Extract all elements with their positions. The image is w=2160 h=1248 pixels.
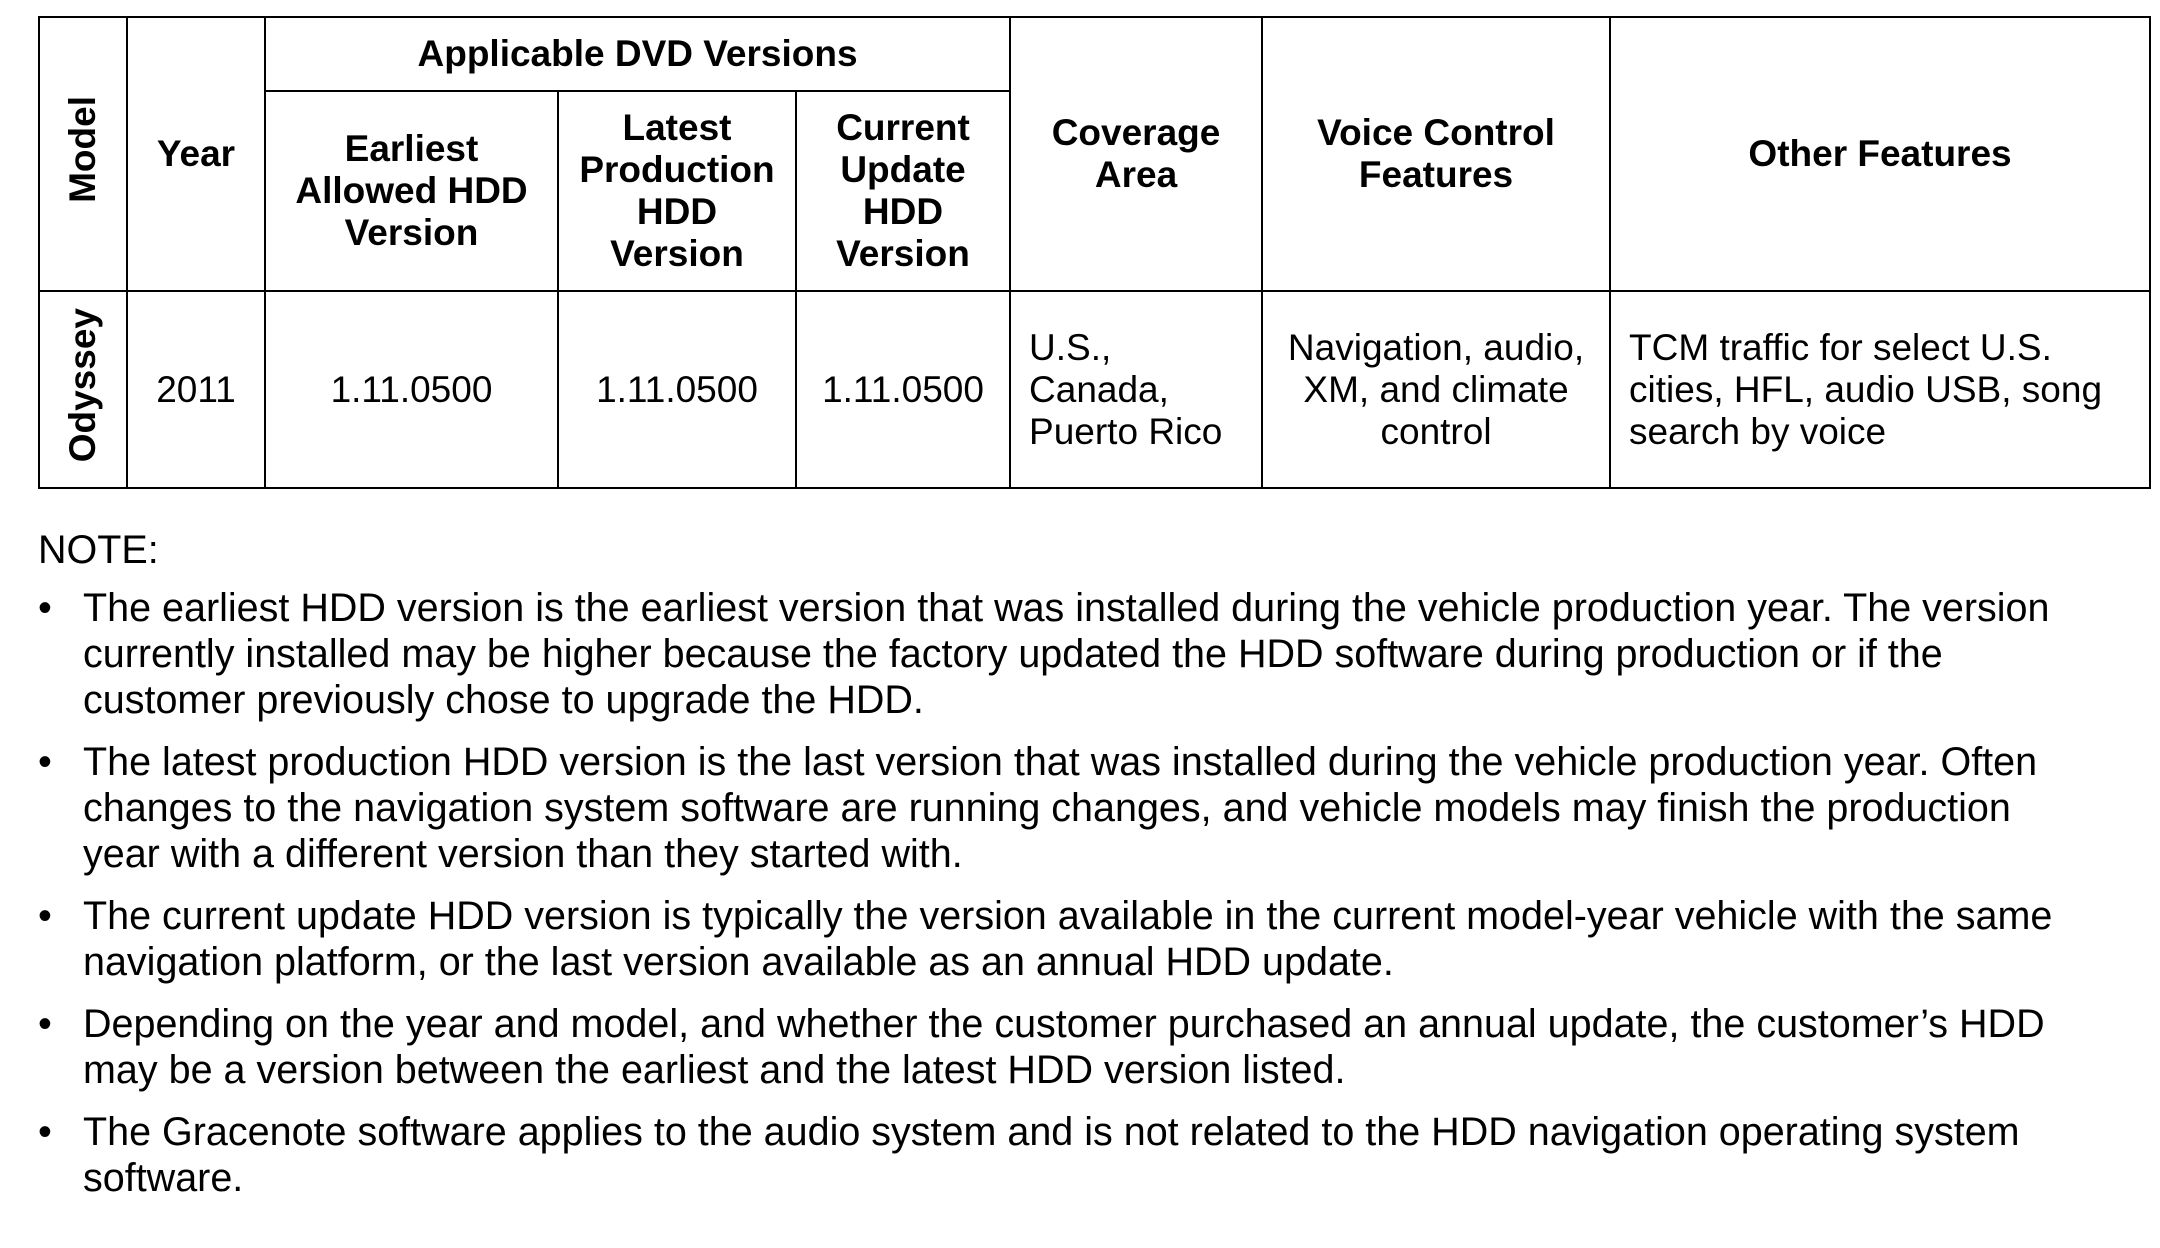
- bullet-icon: •: [38, 1110, 52, 1154]
- list-item: • Depending on the year and model, and whether the customer purchased an annual update, the customer’s HDD may be a version between the earliest and the latest HDD version listed.: [38, 1002, 2045, 1092]
- header-current-version: Current Update HDD Version: [796, 91, 1010, 291]
- table-row: [39, 291, 2150, 488]
- cell-other-features: TCM traffic for select U.S. cities, HFL, audio USB, song search by voice: [1610, 291, 2150, 488]
- header-other-features: Other Features: [1610, 17, 2150, 291]
- cell-model: Odyssey: [39, 291, 127, 488]
- list-item: • The earliest HDD version is the earliest version that was installed during the vehicle production year. The version currently installed may be higher because the factory updated the HDD software during production or if the customer previously chose to upgrade the HDD.: [38, 586, 2050, 722]
- header-voice-control: Voice Control Features: [1262, 17, 1610, 291]
- bullet-icon: •: [38, 1002, 52, 1046]
- notes-title: NOTE:: [38, 528, 159, 572]
- cell-earliest-version: 1.11.0500: [265, 291, 558, 488]
- cell-voice-control: Navigation, audio, XM, and climate control: [1262, 291, 1610, 488]
- header-year: Year: [127, 17, 265, 291]
- header-coverage-area: Coverage Area: [1010, 17, 1262, 291]
- notes-list: [38, 585, 2148, 1201]
- list-item: • The latest production HDD version is the last version that was installed during the vehicle production year. Often changes to the navigation system software are running changes, and vehicle models may finish the production year with a different version than they started with.: [38, 740, 2038, 876]
- header-latest-version: Latest Production HDD Version: [558, 91, 796, 291]
- cell-latest-version: 1.11.0500: [558, 291, 796, 488]
- header-applicable-dvd-versions: Applicable DVD Versions: [265, 17, 1010, 91]
- cell-current-version: 1.11.0500: [796, 291, 1010, 488]
- hdd-version-table: [38, 16, 2151, 489]
- list-item: • The current update HDD version is typically the version available in the current model-year vehicle with the same navigation platform, or the last version available as an annual HDD update.: [38, 894, 2053, 984]
- header-model: Model: [39, 17, 127, 291]
- list-item: • The Gracenote software applies to the audio system and is not related to the HDD navigation operating system software.: [38, 1110, 2020, 1200]
- header-row-1: [39, 17, 2150, 91]
- bullet-icon: •: [38, 894, 52, 938]
- bullet-icon: •: [38, 586, 52, 630]
- cell-coverage-area: U.S., Canada, Puerto Rico: [1010, 291, 1262, 488]
- cell-year: 2011: [127, 291, 265, 488]
- header-earliest-version: Earliest Allowed HDD Version: [265, 91, 558, 291]
- notes-section: [38, 527, 2148, 1217]
- bullet-icon: •: [38, 740, 52, 784]
